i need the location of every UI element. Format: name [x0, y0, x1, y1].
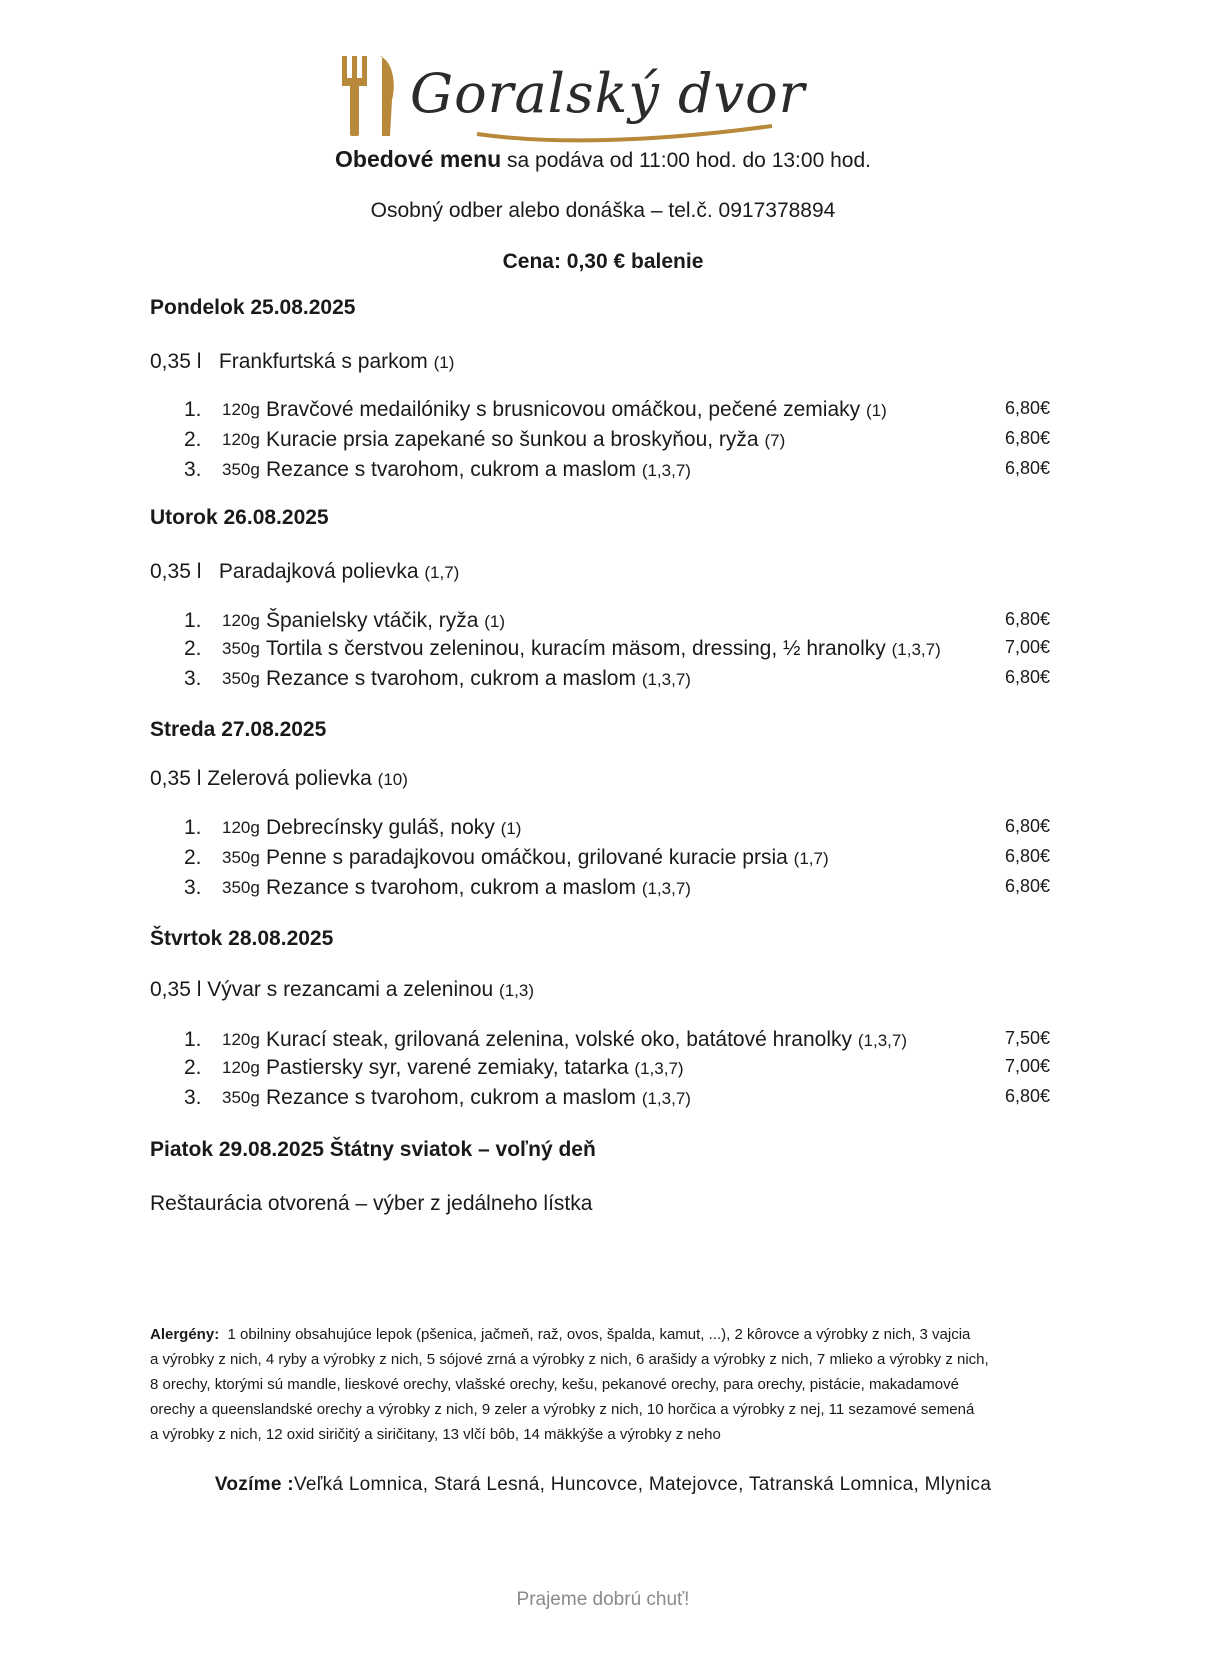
- item-name-line: [266, 876, 691, 900]
- item-weight: 120g: [222, 611, 260, 630]
- item-allergens: (1,7): [793, 849, 829, 868]
- item-number: 1.: [184, 398, 202, 421]
- item-name: Španielsky vtáčik, ryža: [266, 609, 479, 632]
- menu-item: [184, 876, 1050, 902]
- item-name: Bravčové medailóniky s brusnicovou omáčkou, pečené zemiaky: [266, 398, 861, 421]
- package-price: Cena: 0,30 € balenie: [502, 250, 704, 273]
- item-number: 1.: [184, 609, 202, 632]
- allergen-label: Alergény:: [150, 1326, 220, 1343]
- item-name-line: [266, 637, 941, 661]
- menu-item: [184, 1086, 1050, 1112]
- item-number: 3.: [184, 876, 202, 899]
- menu-item: [184, 667, 1050, 693]
- item-weight: 350g: [222, 1088, 260, 1107]
- item-weight: 120g: [222, 430, 260, 449]
- item-price: 6,80€: [1004, 398, 1050, 418]
- item-name-line: [266, 398, 887, 422]
- soup-amount: 0,35 l: [150, 560, 202, 583]
- item-number: 2.: [184, 1056, 202, 1079]
- item-number: 2.: [184, 428, 202, 451]
- footer-greeting: Prajeme dobrú chuť!: [516, 1589, 690, 1610]
- item-price: 6,80€: [1004, 816, 1050, 836]
- delivery-label: Vozíme :: [214, 1474, 294, 1495]
- soup-allergens: (1,7): [424, 563, 460, 582]
- item-allergens: (1,3,7): [641, 461, 691, 480]
- item-weight: 350g: [222, 878, 260, 897]
- soup-allergens: (1): [433, 353, 455, 372]
- menu-item: [184, 458, 1050, 484]
- allergen-line: a výrobky z nich, 12 oxid siričitý a siričitany, 13 vlčí bôb, 14 mäkkýše a výrobky z neho: [150, 1426, 721, 1443]
- soup-line: [150, 767, 408, 791]
- logo: [322, 16, 852, 156]
- item-allergens: (1,3,7): [857, 1031, 907, 1050]
- item-name: Kurací steak, grilovaná zelenina, volské oko, batátové hranolky: [266, 1028, 853, 1051]
- item-weight: 120g: [222, 1058, 260, 1077]
- item-name-line: [266, 846, 829, 870]
- item-name-line: [266, 609, 505, 633]
- item-allergens: (1,3,7): [641, 1089, 691, 1108]
- allergen-line: 1 obilniny obsahujúce lepok (pšenica, jačmeň, raž, ovos, špalda, kamut, ...), 2 kôrovce a výrobky z nich, 3 vajcia: [227, 1326, 971, 1343]
- item-weight: 120g: [222, 818, 260, 837]
- item-name: Pastiersky syr, varené zemiaky, tatarka: [266, 1056, 629, 1079]
- item-name: Rezance s tvarohom, cukrom a maslom: [266, 458, 636, 481]
- item-price: 6,80€: [1004, 876, 1050, 896]
- item-allergens: (1): [484, 612, 506, 631]
- item-price: 6,80€: [1004, 458, 1050, 478]
- item-number: 3.: [184, 1086, 202, 1109]
- item-allergens: (1,3,7): [891, 640, 941, 659]
- soup-amount: 0,35 l: [150, 350, 202, 373]
- item-name: Kuracie prsia zapekané so šunkou a broskyňou, ryža: [266, 428, 759, 451]
- item-allergens: (7): [764, 431, 786, 450]
- item-price: 6,80€: [1004, 609, 1050, 629]
- item-number: 2.: [184, 846, 202, 869]
- serving-hours: sa podáva od 11:00 hod. do 13:00 hod.: [507, 149, 871, 172]
- menu-item: [184, 1028, 1050, 1054]
- soup-line: [150, 978, 534, 1002]
- menu-item: [184, 1056, 1050, 1082]
- soup-amount: 0,35 l: [150, 767, 202, 790]
- fork-knife-icon: [340, 56, 402, 136]
- item-price: 6,80€: [1004, 667, 1050, 687]
- menu-item: [184, 637, 1050, 663]
- friday-note: Reštaurácia otvorená – výber z jedálneho lístka: [150, 1192, 593, 1215]
- item-name-line: [266, 1056, 684, 1080]
- item-allergens: (1,3,7): [641, 670, 691, 689]
- item-name: Rezance s tvarohom, cukrom a maslom: [266, 1086, 636, 1109]
- menu-item: [184, 609, 1050, 635]
- day-title: Streda 27.08.2025: [150, 718, 327, 741]
- item-allergens: (1): [500, 819, 522, 838]
- item-name: Rezance s tvarohom, cukrom a maslom: [266, 667, 636, 690]
- item-name: Rezance s tvarohom, cukrom a maslom: [266, 876, 636, 899]
- allergen-legend: [150, 1322, 1070, 1447]
- item-number: 1.: [184, 816, 202, 839]
- soup-name: Paradajková polievka: [218, 560, 419, 583]
- allergen-line: orechy a queenslandské orechy a výrobky z nich, 9 zeler a výrobky z nich, 10 horčica a výrobky z nej, 11 sezamové semená: [150, 1401, 975, 1418]
- friday-title: Piatok 29.08.2025 Štátny sviatok – voľný deň: [150, 1138, 596, 1161]
- soup-amount: 0,35 l: [150, 978, 202, 1001]
- item-price: 7,50€: [1004, 1028, 1050, 1048]
- delivery-line: [0, 1474, 1206, 1496]
- item-weight: 120g: [222, 400, 260, 419]
- item-name-line: [266, 1086, 691, 1110]
- item-number: 3.: [184, 667, 202, 690]
- item-number: 1.: [184, 1028, 202, 1051]
- day-title: Štvrtok 28.08.2025: [150, 927, 334, 950]
- item-name: Debrecínsky guláš, noky: [266, 816, 495, 839]
- item-weight: 350g: [222, 460, 260, 479]
- item-name-line: [266, 458, 691, 482]
- allergen-line: 8 orechy, ktorými sú mandle, lieskové orechy, vlašské orechy, kešu, pekanové orechy, para orechy, pistácie, makadamové: [150, 1376, 959, 1393]
- item-allergens: (1): [865, 401, 887, 420]
- menu-item: [184, 816, 1050, 842]
- allergen-line: a výrobky z nich, 4 ryby a výrobky z nich, 5 sójové zrná a výrobky z nich, 6 arašidy a výrobky z nich, 7 mlieko a výrobky z nich,: [150, 1351, 989, 1368]
- menu-title: Obedové menu: [335, 146, 502, 172]
- item-price: 7,00€: [1004, 637, 1050, 657]
- menu-heading: [0, 146, 1206, 173]
- day-title: Utorok 26.08.2025: [150, 506, 329, 529]
- item-weight: 350g: [222, 639, 260, 658]
- item-price: 6,80€: [1004, 1086, 1050, 1106]
- item-name: Tortila s čerstvou zeleninou, kuracím mäsom, dressing, ½ hranolky: [266, 637, 886, 660]
- menu-item: [184, 398, 1050, 424]
- item-number: 2.: [184, 637, 202, 660]
- delivery-places: Veľká Lomnica, Stará Lesná, Huncovce, Matejovce, Tatranská Lomnica, Mlynica: [293, 1474, 992, 1495]
- day-title: Pondelok 25.08.2025: [150, 296, 356, 319]
- item-name-line: [266, 1028, 907, 1052]
- item-weight: 350g: [222, 669, 260, 688]
- soup-allergens: (1,3): [499, 981, 535, 1000]
- item-number: 3.: [184, 458, 202, 481]
- soup-name: Frankfurtská s parkom: [218, 350, 428, 373]
- item-price: 7,00€: [1004, 1056, 1050, 1076]
- brand-name: Goralský dvor: [410, 62, 806, 125]
- item-allergens: (1,3,7): [641, 879, 691, 898]
- soup-name: Vývar s rezancami a zeleninou: [207, 978, 494, 1001]
- item-name-line: [266, 816, 521, 840]
- item-price: 6,80€: [1004, 428, 1050, 448]
- item-allergens: (1,3,7): [634, 1059, 684, 1078]
- item-name: Penne s paradajkovou omáčkou, grilované kuracie prsia: [266, 846, 788, 869]
- item-price: 6,80€: [1004, 846, 1050, 866]
- item-name-line: [266, 667, 691, 691]
- item-weight: 120g: [222, 1030, 260, 1049]
- contact-line: Osobný odber alebo donáška – tel.č. 0917378894: [370, 199, 836, 222]
- soup-allergens: (10): [377, 770, 408, 789]
- menu-item: [184, 846, 1050, 872]
- soup-line: [150, 350, 454, 374]
- soup-name: Zelerová polievka: [207, 767, 372, 790]
- menu-item: [184, 428, 1050, 454]
- soup-line: [150, 560, 459, 584]
- item-name-line: [266, 428, 785, 452]
- item-weight: 350g: [222, 848, 260, 867]
